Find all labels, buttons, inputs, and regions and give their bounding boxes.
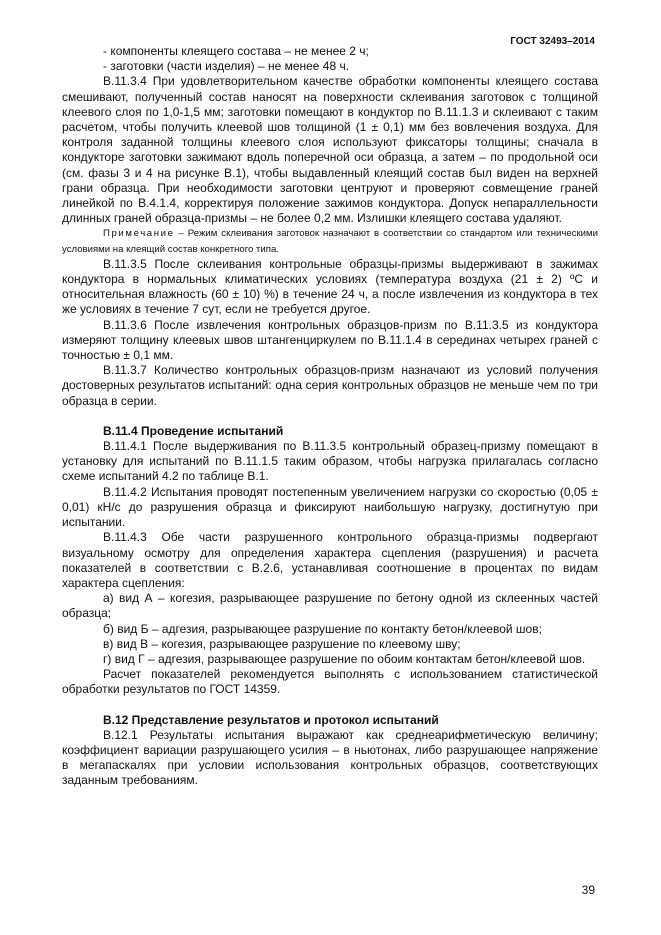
document-header: ГОСТ 32493–2014 <box>510 36 595 47</box>
note-text: – Режим склеивания заготовок назначают в соответствии со стандартом или техническими условиями на клеящий состав конкретного типа. <box>62 228 598 255</box>
body-paragraph: В.11.3.5 После склеивания контрольные образцы-призмы выдерживают в зажимах кондуктора в нормальных климатических условиях (температура воздуха (21 ± 2) ºС и относительная влажность (60 ± 10) %) в течение 24 ч, а после извлечения из кондуктора в тех же условиях в течение 7 сут, если не требуется другое. <box>62 256 598 317</box>
body-paragraph: в) вид В – когезия, разрывающее разрушение по клеевому шву; <box>103 636 461 651</box>
body-paragraph: - компоненты клеящего состава – не менее 2 ч; <box>103 44 369 58</box>
body-paragraph: - заготовки (части изделия) – не менее 48 ч. <box>103 59 350 74</box>
body-paragraph: а) вид А – когезия, разрывающее разрушение по бетону одной из склеенных частей образца; <box>62 591 598 621</box>
body-paragraph: В.11.3.4 При удовлетворительном качестве обработки компоненты клеящего состава смешивают, полученный состав наносят на поверхности склеивания заготовок с толщиной клеевого слоя по 1,0-1,5 мм; заготовки помещают в кондуктор по В.11.1.3 и склеивают с таким расчетом, чтобы получить клеевой шов толщиной (1 ± 0,1) мм без вовлечения воздуха. Для контроля заданной толщины клеевого слоя используют фиксаторы толщины; сначала в кондукторе заготовки зажимают вдоль поперечной оси образца, а затем – по продольной оси (см. фазы 3 и 4 на рисунке В.1), чтобы выдавленный клеящий состав был виден на верхней грани образца. При необходимости заготовки центруют и проверяют совмещение граней линейкой по В.4.1.4, корректируя положение зажимов кондуктора. Допуск непараллельности длинных граней образца-призмы – не более 0,2 мм. Излишки клеящего состава удаляют. <box>62 74 598 226</box>
body-paragraph: б) вид Б – адгезия, разрывающее разрушение по контакту бетон/клеевой шов; <box>103 621 542 636</box>
section-heading: В.12 Представление результатов и протокол испытаний <box>103 712 439 727</box>
page-number: 39 <box>581 883 595 897</box>
body-paragraph: В.11.4.3 Обе части разрушенного контрольного образца-призмы подвергают визуальному осмотру для определения характера сцепления (разрушения) и расчета показателей в соответствии с В.2.6, устанавливая соотношение в процентах по видам характера сцепления: <box>62 530 598 590</box>
section-heading: В.11.4 Проведение испытаний <box>103 423 284 438</box>
body-paragraph: В.11.3.7 Количество контрольных образцов-призм назначают из условий получения достоверных результатов испытаний: одна серия контрольных образцов не меньше чем по три образца в серии. <box>62 363 598 408</box>
document-body <box>62 44 598 789</box>
body-paragraph: В.11.4.2 Испытания проводят постепенным увеличением нагрузки со скоростью (0,05 ± 0,01) кН/с до разрушения образца и фиксируют наибольшую нагрузку, достигнутую при испытании. <box>62 484 598 530</box>
note-lead: Примечание <box>103 228 175 240</box>
body-paragraph: г) вид Г – адгезия, разрывающее разрушение по обоим контактам бетон/клеевой шов. <box>103 651 586 666</box>
body-paragraph: В.11.4.1 После выдерживания по В.11.3.5 контрольный образец-призму помещают в установку для испытаний по В.11.1.5 таким образом, чтобы нагрузка прилагалась согласно схеме испытаний 4.2 по таблице В.1. <box>62 439 598 484</box>
body-paragraph: В.11.3.6 После извлечения контрольных образцов-призм по В.11.3.5 из кондуктора измеряют толщину клеевых швов штангенциркулем по В.11.1.4 в серединах четырех граней с точностью ± 0,1 мм. <box>62 317 598 363</box>
note-paragraph <box>62 226 598 256</box>
body-paragraph: Расчет показателей рекомендуется выполнять с использованием статистической обработки результатов по ГОСТ 14359. <box>62 667 598 697</box>
body-paragraph: В.12.1 Результаты испытания выражают как среднеарифметическую величину; коэффициент вариации разрушающего усилия – в ньютонах, либо разрушающее напряжение в мегапаскалях при условии использования контрольных образцов, соответствующих заданным требованиям. <box>62 727 598 788</box>
